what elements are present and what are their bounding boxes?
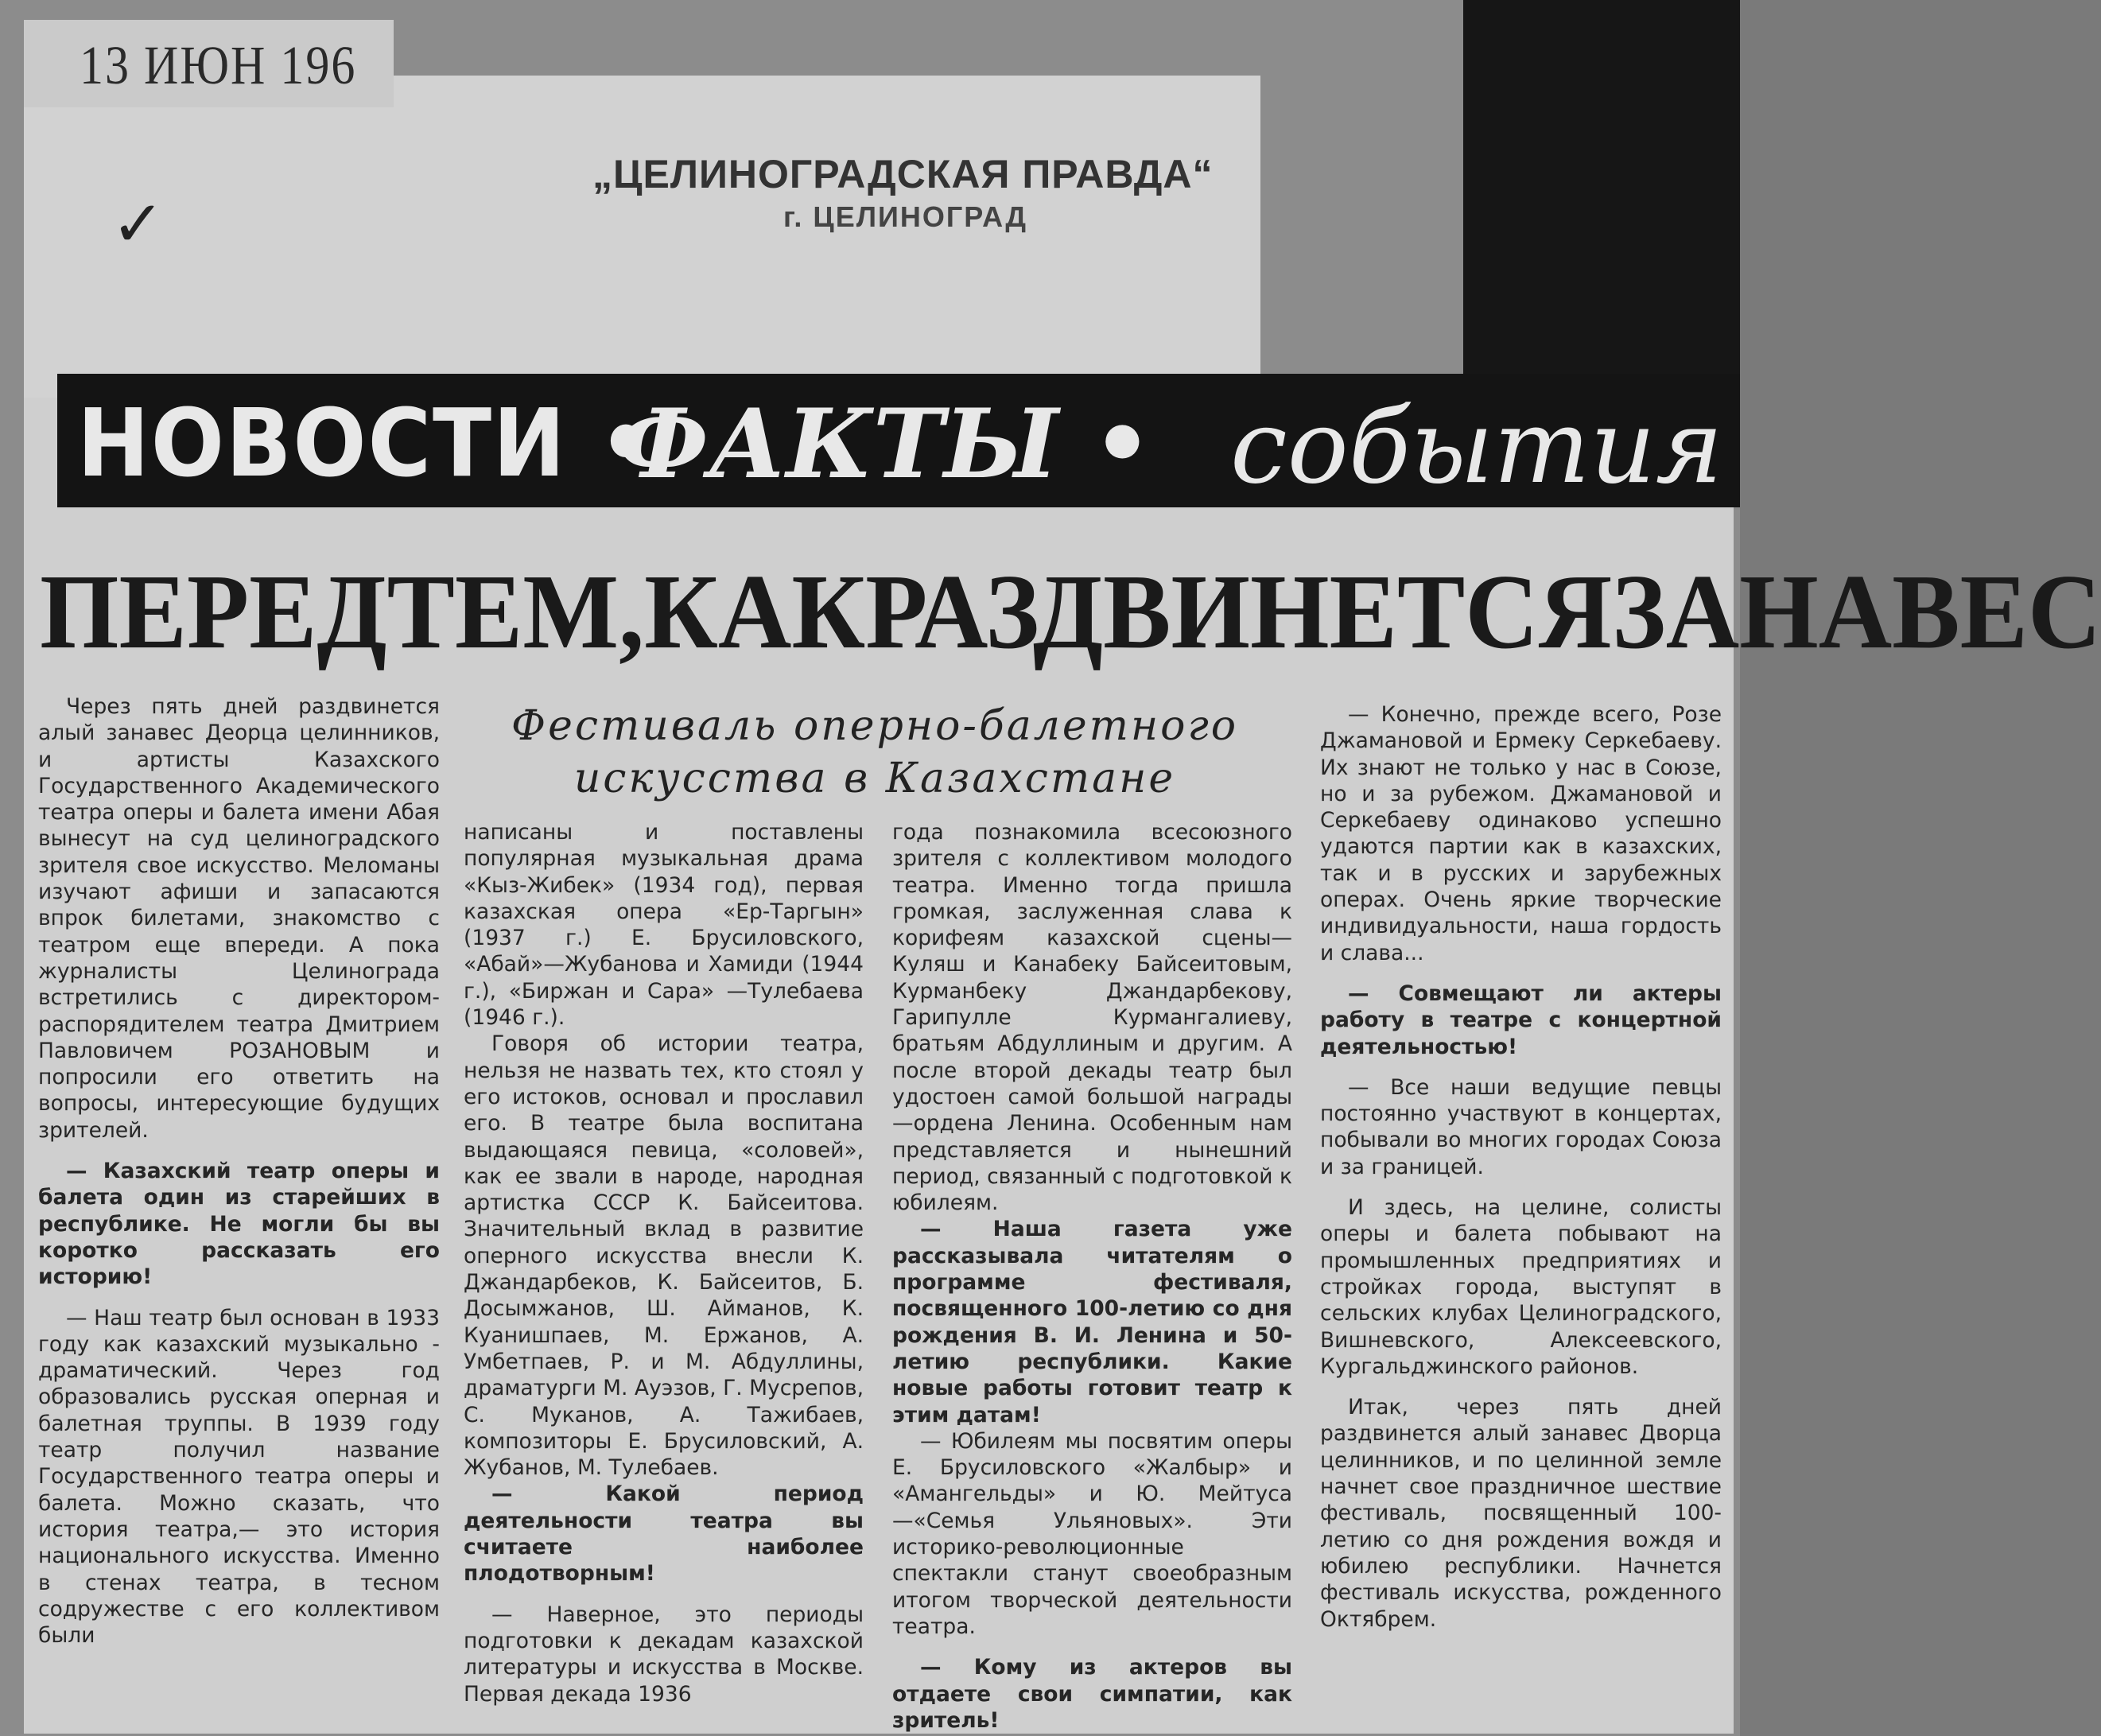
paragraph: И здесь, на целине, солисты оперы и балета побывают на промышленных предприятиях и стройках города, выступят в сельских клубах Целиноградского, Вишневского, Алексеевского, Кургальджинского районов. (1320, 1195, 1722, 1379)
interview-answer: — Наш театр был основан в 1933 году как казахский музыкально - драматический. Через год образовались русская оперная и балетная труппы. В 1939 году театр получил название Государственного театра оперы и балета. Можно сказать, что история театра,— это история национального искусства. Именно в стенах театра, в тесном содружестве с его коллективом были (38, 1305, 440, 1649)
text-column-2 (464, 819, 864, 1707)
subtitle-line: Фестиваль оперно-балетного (511, 702, 1239, 750)
banner-facts: ФАКТЫ • (618, 388, 1153, 500)
intro-paragraph: Через пять дней раздвинется алый занавес Деорца целинников, и артисты Казахского Государственного Академического театра оперы и балета имени Абая вынесут на суд целиноградского зрителя свое искусство. Меломаны изучают афиши и запасаются впрок билетами, знакомство с театром еще впереди. А пока журналисты Целинограда встретились с директором-распорядителем театра Дмитрием Павловичем РОЗАНОВЫМ и попросили его ответить на вопросы, интересующие будущих зрителей. (38, 694, 440, 1143)
article-subtitle (461, 700, 1288, 805)
interview-question: — Кому из актеров вы отдаете свои симпатии, как зритель! (892, 1655, 1292, 1733)
paragraph: Говоря об истории театра, нельзя не назвать тех, кто стоял у его истоков, основал и прославил его. В театре была воспитана выдающаяся певица, «соловей», как ее звали в народе, народная артистка СССР К. Байсеитова. Значительный вклад в развитие оперного искусства внесли К. Джандарбеков, К. Байсеитов, Б. Досымжанов, Ш. Айманов, К. Куанишпаев, М. Ержанов, А. Умбетпаев, Р. и М. Абдуллины, драматурги М. Ауэзов, Г. Мусрепов, С. Муканов, А. Тажибаев, композиторы Е. Брусиловский, А. Жубанов, М. Тулебаев. (464, 1031, 864, 1481)
interview-question: — Какой период деятельности театра вы считаете наиболее плодотворным! (464, 1482, 864, 1586)
masthead-clipping (24, 76, 1260, 417)
headline-word: КАК (644, 552, 866, 671)
interview-answer: — Конечно, прежде всего, Розе Джамановой и Ермеку Серкебаеву. Их знают не только у нас в Союзе, но и за рубежом. Джамановой и Серкебаеву одинаково успешно удаются партии как в казахских, так и в русских и зарубежных операх. Очень яркие творческие индивидуальности, наша гордость и слава... (1320, 702, 1722, 965)
date-stamp: 13 ИЮН 196 (80, 34, 357, 95)
interview-answer: — Наверное, это периоды подготовки к декадам казахской литературы и искусства в Москве. Первая декада 1936 (464, 1602, 864, 1707)
text-column-3 (892, 819, 1292, 1734)
interview-answer: — Все наши ведущие певцы постоянно участвуют в концертах, побывали во многих городах Союза и за границей. (1320, 1074, 1722, 1179)
text-column-1 (38, 693, 440, 1649)
text-column-4 (1320, 701, 1722, 1633)
interview-answer: — Юбилеям мы посвятим оперы Е. Брусиловского «Жалбыр» и «Амангельды» и Ю. Мейтуса—«Семья Ульяновых». Эти историко-революционные спектакли станут своеобразным итогом творческой деятельности театра. (892, 1428, 1292, 1639)
article-headline (40, 552, 2101, 671)
banner-news: НОВОСТИ • (77, 388, 655, 498)
headline-word: ТЕМ, (386, 552, 645, 671)
paragraph: написаны и поставлены популярная музыкальная драма «Кыз-Жибек» (1934 год), первая казахская опера «Ер-Таргын» (1937 г.) Е. Брусиловского, «Абай»—Жубанова и Хамиди (1944 г.), «Биржан и Сара» —Тулебаева (1946 г.). (464, 820, 864, 1031)
interview-question: — Наша газета уже рассказывала читателям о программе фестиваля, посвященного 100-летию со дня рождения В. И. Ленина и 50-летию республики. Какие новые работы готовит театр к этим датам! (892, 1217, 1292, 1427)
closing-paragraph: Итак, через пять дней раздвинется алый занавес Дворца целинников, и по целинной земле начнет свое праздничное шествие фестиваль, посвященный 100-летию со дня рождения вождя и юбилею республики. Начнется фестиваль искусства, рожденного Октябрем. (1320, 1395, 1722, 1632)
paragraph: года познакомила всесоюзного зрителя с коллективом молодого театра. Именно тогда пришла громкая, заслуженная слава к корифеям казахской сцены—Куляш и Канабеку Байсеитовым, Курманбеку Джандарбекову, Гарипулле Курмангалиеву, братьям Абдуллиным и другим. А после второй декады театр был удостоен самой большой награды —ордена Ленина. Особенным нам представляется и нынешний период, связанный с подготовкой к юбилеям. (892, 820, 1292, 1216)
interview-question: — Совмещают ли актеры работу в театре с концертной деятельностью! (1320, 981, 1722, 1059)
newspaper-city: г. ЦЕЛИНОГРАД (783, 200, 1028, 233)
newspaper-name: „ЦЕЛИНОГРАДСКАЯ ПРАВДА“ (592, 152, 1214, 196)
dark-background (1463, 0, 1740, 414)
headline-word: ПЕРЕД (40, 552, 387, 671)
section-banner (57, 374, 1740, 507)
interview-question: — Казахский театр оперы и балета один из старейших в республике. Не могли бы вы коротко рассказать его историю! (38, 1159, 440, 1290)
check-mark-icon: ✓ (111, 188, 165, 259)
headline-word: ЗАНАВЕС (1612, 552, 2101, 671)
headline-word: РАЗДВИНЕТСЯ (865, 552, 1613, 671)
subtitle-line: искусства в Казахстане (573, 755, 1176, 802)
banner-events: события (1230, 388, 1723, 507)
